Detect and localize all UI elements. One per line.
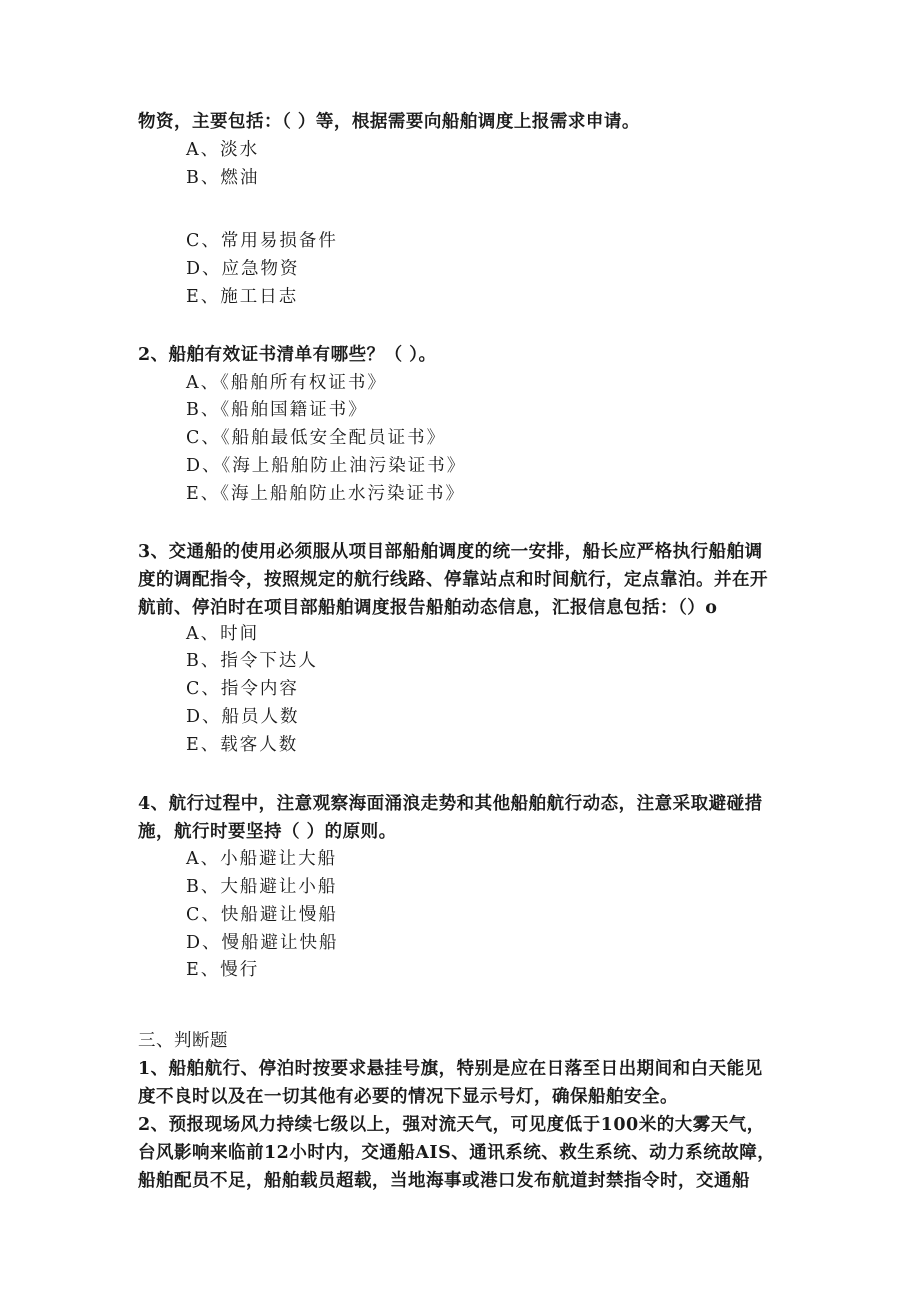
q2-option-c: C、《船舶最低安全配员证书》 [186,428,447,448]
q3-option-a: A、时间 [186,624,260,644]
q4-option-e: E、慢行 [186,960,260,980]
q4-option-d: D、慢船避让快船 [186,933,339,953]
q4-option-c: C、快船避让慢船 [186,905,338,925]
tf-line-3: 2、预报现场风力持续七级以上，强对流天气，可见度低于100米的大雾天气， [138,1115,765,1135]
q3-stem-line-2: 度的调配指令，按照规定的航行线路、停靠站点和时间航行，定点靠泊。并在开 [138,570,768,590]
tf-line-4: 台风影响来临前12小时内，交通船AIS、通讯系统、救生系统、动力系统故障， [138,1143,776,1163]
q1-option-b: B、燃油 [186,168,260,188]
q4-stem-line-1: 4、航行过程中，注意观察海面涌浪走势和其他船舶航行动态，注意采取避碰措 [138,794,763,814]
q3-stem-line-3: 航前、停泊时在项目部船舶调度报告船舶动态信息，汇报信息包括：（）o [138,598,718,618]
q3-option-d: D、船员人数 [186,707,300,727]
q1-option-a: A、淡水 [186,140,260,160]
q4-option-a: A、小船避让大船 [186,849,338,869]
tf-line-1: 1、船舶航行、停泊时按要求悬挂号旗，特别是应在日落至日出期间和白天能见 [138,1059,763,1079]
q1-option-d: D、应急物资 [186,259,300,279]
q2-option-e: E、《海上船舶防止水污染证书》 [186,484,466,504]
q1-stem: 物资，主要包括：（ ）等，根据需要向船舶调度上报需求申请。 [138,112,640,132]
q2-option-a: A、《船舶所有权证书》 [186,373,387,393]
q2-stem: 2、船舶有效证书清单有哪些？（ ）。 [138,345,437,365]
q3-option-b: B、指令下达人 [186,651,318,671]
q4-option-b: B、大船避让小船 [186,877,338,897]
q2-option-d: D、《海上船舶防止油污染证书》 [186,456,467,476]
tf-line-5: 船舶配员不足，船舶载员超载，当地海事或港口发布航道封禁指令时，交通船 [138,1171,750,1191]
q3-option-c: C、指令内容 [186,679,299,699]
q1-option-e: E、施工日志 [186,287,299,307]
q4-stem-line-2: 施，航行时要坚持（ ）的原则。 [138,822,397,842]
q1-option-c: C、常用易损备件 [186,231,338,251]
tf-line-2: 度不良时以及在一切其他有必要的情况下显示号灯，确保船舶安全。 [138,1087,678,1107]
q3-stem-line-1: 3、交通船的使用必须服从项目部船舶调度的统一安排，船长应严格执行船舶调 [138,542,763,562]
q3-option-e: E、载客人数 [186,735,299,755]
section-heading: 三、判断题 [138,1031,228,1051]
q2-option-b: B、《船舶国籍证书》 [186,400,368,420]
